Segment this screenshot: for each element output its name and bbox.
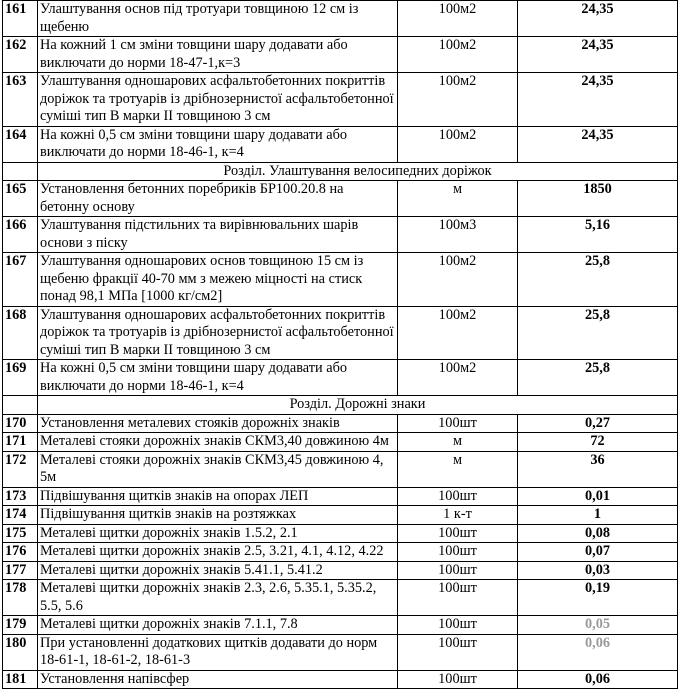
- section-title: Розділ. Дорожні знаки: [38, 396, 678, 415]
- quantity: 1: [518, 506, 678, 525]
- row-number: 170: [3, 414, 38, 433]
- quantity: 25,8: [518, 360, 678, 396]
- row-number: 175: [3, 524, 38, 543]
- unit-of-measure: 100шт: [398, 487, 518, 506]
- work-description: Улаштування одношарових асфальтобетонних покриттів доріжок та тротуарів із дрібнозернистої асфальтобетонної суміші тип В марки ІІ товщиною 3 см: [38, 306, 398, 360]
- bill-of-quantities-table: [2, 0, 678, 689]
- row-number: 166: [3, 217, 38, 253]
- row-number: 162: [3, 37, 38, 73]
- table-row: [3, 506, 678, 525]
- unit-of-measure: 100м2: [398, 126, 518, 162]
- unit-of-measure: 100шт: [398, 670, 518, 689]
- table-row: [3, 414, 678, 433]
- row-number: 171: [3, 433, 38, 452]
- unit-of-measure: м: [398, 451, 518, 487]
- work-description: Металеві щитки дорожніх знаків 2.3, 2.6, 5.35.1, 5.35.2, 5.5, 5.6: [38, 580, 398, 616]
- quantity: 0,27: [518, 414, 678, 433]
- quantity: 0,06: [518, 634, 678, 670]
- table-row: [3, 306, 678, 360]
- row-number: 161: [3, 1, 38, 37]
- row-number: 165: [3, 181, 38, 217]
- work-description: Підвішування щитків знаків на опорах ЛЕП: [38, 487, 398, 506]
- work-description: На кожні 0,5 см зміни товщини шару додавати або виключати до норми 18-46-1, к=4: [38, 126, 398, 162]
- row-number: 176: [3, 543, 38, 562]
- row-number: 168: [3, 306, 38, 360]
- work-description: На кожний 1 см зміни товщини шару додавати або виключати до норми 18-47-1,к=3: [38, 37, 398, 73]
- quantity: 72: [518, 433, 678, 452]
- section-header-row: [3, 162, 678, 181]
- work-description: Установлення металевих стояків дорожніх знаків: [38, 414, 398, 433]
- unit-of-measure: 100м3: [398, 217, 518, 253]
- table-row: [3, 126, 678, 162]
- unit-of-measure: 100м2: [398, 306, 518, 360]
- table-row: [3, 451, 678, 487]
- table-row: [3, 37, 678, 73]
- unit-of-measure: 100м2: [398, 37, 518, 73]
- quantity: 0,05: [518, 616, 678, 635]
- table-row: [3, 524, 678, 543]
- row-number: 163: [3, 73, 38, 127]
- table-row: [3, 360, 678, 396]
- quantity: 0,01: [518, 487, 678, 506]
- unit-of-measure: 100шт: [398, 561, 518, 580]
- table-row: [3, 217, 678, 253]
- work-description: При установленні додаткових щитків додавати до норм 18-61-1, 18-61-2, 18-61-3: [38, 634, 398, 670]
- table-body: [3, 1, 678, 689]
- table-row: [3, 73, 678, 127]
- row-number: 167: [3, 253, 38, 307]
- unit-of-measure: 100шт: [398, 543, 518, 562]
- quantity: 0,08: [518, 524, 678, 543]
- quantity: 5,16: [518, 217, 678, 253]
- row-number: 173: [3, 487, 38, 506]
- work-description: Установлення бетонних поребриків БР100.20.8 на бетонну основу: [38, 181, 398, 217]
- quantity: 0,19: [518, 580, 678, 616]
- quantity: 24,35: [518, 126, 678, 162]
- row-number: 174: [3, 506, 38, 525]
- quantity: 0,03: [518, 561, 678, 580]
- work-description: Металеві щитки дорожніх знаків 5.41.1, 5.41.2: [38, 561, 398, 580]
- work-description: Металеві щитки дорожніх знаків 7.1.1, 7.8: [38, 616, 398, 635]
- quantity: 25,8: [518, 253, 678, 307]
- work-description: Підвішування щитків знаків на розтяжках: [38, 506, 398, 525]
- row-number: 177: [3, 561, 38, 580]
- unit-of-measure: 100шт: [398, 414, 518, 433]
- table-row: [3, 487, 678, 506]
- unit-of-measure: 100м2: [398, 1, 518, 37]
- table-row: [3, 580, 678, 616]
- row-number: 180: [3, 634, 38, 670]
- row-number: 164: [3, 126, 38, 162]
- work-description: Металеві стояки дорожніх знаків СКМ3,45 довжиною 4, 5м: [38, 451, 398, 487]
- unit-of-measure: 100шт: [398, 616, 518, 635]
- table-row: [3, 1, 678, 37]
- unit-of-measure: 1 к-т: [398, 506, 518, 525]
- row-number: 181: [3, 670, 38, 689]
- quantity: 24,35: [518, 1, 678, 37]
- table-row: [3, 561, 678, 580]
- table-row: [3, 670, 678, 689]
- unit-of-measure: 100шт: [398, 634, 518, 670]
- quantity: 24,35: [518, 37, 678, 73]
- unit-of-measure: м: [398, 433, 518, 452]
- work-description: Металеві щитки дорожніх знаків 1.5.2, 2.1: [38, 524, 398, 543]
- row-number: 179: [3, 616, 38, 635]
- quantity: 24,35: [518, 73, 678, 127]
- section-number-cell: [3, 162, 38, 181]
- unit-of-measure: 100м2: [398, 253, 518, 307]
- work-description: Улаштування одношарових асфальтобетонних покриттів доріжок та тротуарів із дрібнозернистої асфальтобетонної суміші тип В марки ІІ товщиною 3 см: [38, 73, 398, 127]
- section-header-row: [3, 396, 678, 415]
- unit-of-measure: 100шт: [398, 524, 518, 543]
- table-row: [3, 253, 678, 307]
- unit-of-measure: 100м2: [398, 360, 518, 396]
- quantity: 36: [518, 451, 678, 487]
- unit-of-measure: 100м2: [398, 73, 518, 127]
- table-row: [3, 543, 678, 562]
- quantity: 1850: [518, 181, 678, 217]
- row-number: 178: [3, 580, 38, 616]
- table-row: [3, 181, 678, 217]
- work-description: Металеві щитки дорожніх знаків 2.5, 3.21, 4.1, 4.12, 4.22: [38, 543, 398, 562]
- work-description: Установлення напівсфер: [38, 670, 398, 689]
- section-title: Розділ. Улаштування велосипедних доріжок: [38, 162, 678, 181]
- unit-of-measure: 100шт: [398, 580, 518, 616]
- table-row: [3, 433, 678, 452]
- work-description: Улаштування підстильних та вирівнювальних шарів основи з піску: [38, 217, 398, 253]
- quantity: 0,07: [518, 543, 678, 562]
- section-number-cell: [3, 396, 38, 415]
- row-number: 172: [3, 451, 38, 487]
- table-row: [3, 616, 678, 635]
- quantity: 25,8: [518, 306, 678, 360]
- work-description: Улаштування одношарових основ товщиною 15 см із щебеню фракції 40-70 мм з межею міцності на стиск понад 98,1 МПа [1000 кг/см2]: [38, 253, 398, 307]
- row-number: 169: [3, 360, 38, 396]
- table-row: [3, 634, 678, 670]
- work-description: Улаштування основ під тротуари товщиною 12 см із щебеню: [38, 1, 398, 37]
- unit-of-measure: м: [398, 181, 518, 217]
- quantity: 0,06: [518, 670, 678, 689]
- work-description: На кожні 0,5 см зміни товщини шару додавати або виключати до норми 18-46-1, к=4: [38, 360, 398, 396]
- work-description: Металеві стояки дорожніх знаків СКМ3,40 довжиною 4м: [38, 433, 398, 452]
